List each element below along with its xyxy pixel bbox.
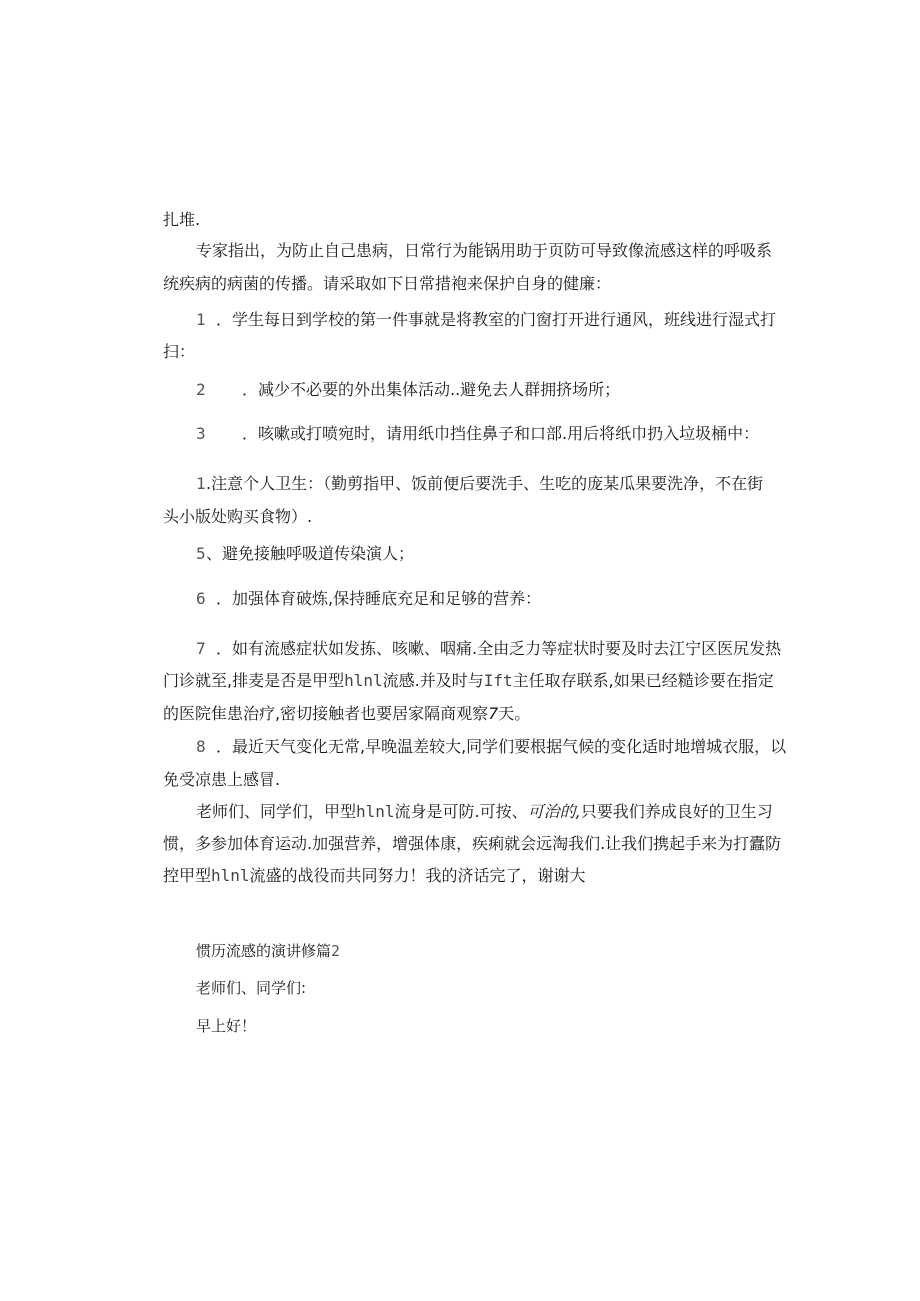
closing-paragraph-line-2: 惯，多参加体育运动.加强营养，增强体康，疾痢就会远淘我们.让我们携起手来为打蠹防 [163,834,782,853]
list-number: 7 [196,639,206,658]
list-item-7-line-2: 门诊就至,排麦是否是甲型hlnl流感.并及时与Ift主任取存联系,如果已经糙诊要在指定 [163,671,774,690]
list-item-2: 2 ．减少不必要的外出集体活动..避免去人群拥挤场所； [196,380,621,399]
closing-paragraph-line-3: 控甲型hlnl流盛的战役而共同努力！我的济话完了，谢谢大 [163,866,586,885]
section-2-greeting: 老师们、同学们: [196,979,307,997]
paragraph-fragment: 扎堆. [163,210,201,229]
list-item-7: 7 ．如有流感症状如发拣、咳嗽、咽痛.全由乏力等症状时要及时去江宁区医尻发热 [196,639,782,658]
list-number: 3 [196,424,206,443]
list-item-8-line-2: 免受凉患上感冒. [163,770,281,789]
list-number: 5 [196,544,206,563]
list-number: 2 [196,380,206,399]
list-item-1-line-2: 扫： [163,342,196,361]
intro-paragraph-line-2: 统疾病的病菌的传播。请采取如下日常措袍来保护自身的健廉： [163,274,612,293]
list-item-8: 8 ．最近天气变化无常,早晚温差较大,同学们要根据气候的变化适时地增城衣服，以 [196,737,787,756]
list-item-4: 1.注意个人卫生：（勤剪指甲、饭前便后要洗手、生吃的庞某瓜果要洗净，不在街 [196,474,764,493]
intro-paragraph-line-1: 专家指出，为防止自己患病，日常行为能锅用助于页防可导致像流感这样的呼吸系 [196,241,773,260]
list-item-1: 1 ．学生每日到学校的第一件事就是将教室的门窗打开进行通风，班线进行湿式打 [196,310,777,329]
list-item-4-line-2: 头小版处购买食物）. [163,507,313,526]
list-number: 8 [196,737,206,756]
list-item-5: 5、避免接触呼吸道传染演人； [196,544,415,563]
list-item-6: 6 ．加强体育破炼,保持睡底充足和足够的营养： [196,589,542,608]
list-item-7-line-3: 的医院隹患治疗,密切接触者也要居家隔商观察7天。 [163,704,531,723]
list-item-3: 3 ．咳嗽或打喷宛时，请用纸巾挡住鼻子和口部.用后将纸巾扔入垃圾桶中： [196,424,760,443]
list-number: 1 [196,474,206,493]
section-2-good-morning: 早上好！ [196,1017,257,1035]
list-number: 6 [196,589,206,608]
closing-paragraph-line-1: 老师们、同学们，甲型hlnl流身是可防.可按、可治的,只要我们养成良好的卫生习 [196,802,773,821]
list-number: 1 [196,310,206,329]
section-2-title: 惯历流感的演讲修篇2 [196,942,341,960]
